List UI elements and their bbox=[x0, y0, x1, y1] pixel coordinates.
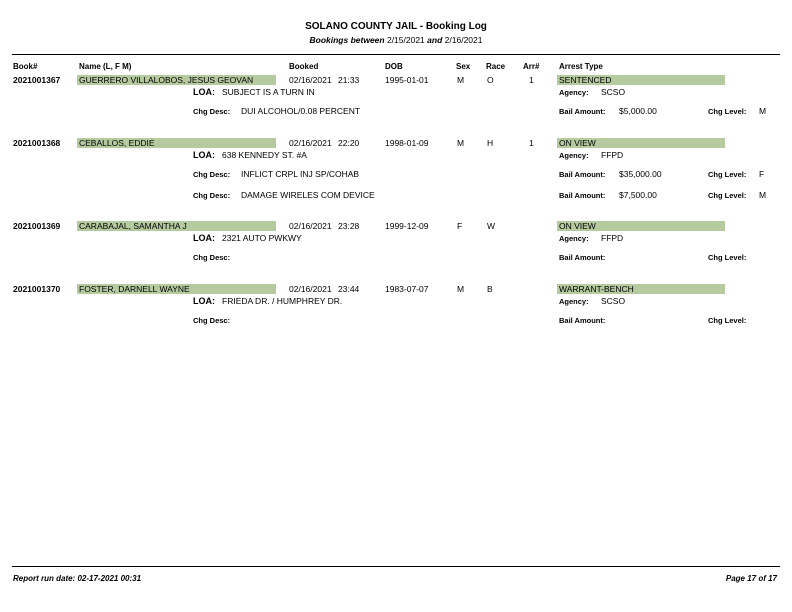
arrest-type: ON VIEW bbox=[557, 138, 725, 148]
booked-time: 23:44 bbox=[338, 284, 360, 294]
chg-level-value: M bbox=[759, 106, 767, 116]
chg-desc-label: Chg Desc: bbox=[193, 170, 231, 179]
report-title: SOLANO COUNTY JAIL - Booking Log bbox=[305, 21, 487, 32]
column-header-name: Name (L, F M) bbox=[79, 62, 132, 71]
chg-level-label: Chg Level: bbox=[708, 253, 747, 262]
dob: 1995-01-01 bbox=[385, 75, 429, 85]
offender-name: GUERRERO VILLALOBOS, JESUS GEOVAN bbox=[77, 75, 276, 85]
column-header-arrest-type: Arrest Type bbox=[559, 62, 603, 71]
bail-amount-label: Bail Amount: bbox=[559, 253, 606, 262]
booked-date: 02/16/2021 bbox=[289, 284, 332, 294]
loa-label: LOA: bbox=[193, 296, 215, 306]
header-top-rule bbox=[12, 54, 780, 55]
chg-desc-label: Chg Desc: bbox=[193, 253, 231, 262]
chg-level-label: Chg Level: bbox=[708, 170, 747, 179]
bail-amount-label: Bail Amount: bbox=[559, 191, 606, 200]
arrest-number: 1 bbox=[529, 138, 534, 148]
agency-value: SCSO bbox=[601, 87, 626, 97]
chg-desc-label: Chg Desc: bbox=[193, 107, 231, 116]
arrest-type: ON VIEW bbox=[557, 221, 725, 231]
column-header-race: Race bbox=[486, 62, 506, 71]
column-header-dob: DOB bbox=[385, 62, 403, 71]
booked-date: 02/16/2021 bbox=[289, 138, 332, 148]
bail-amount-value: $35,000.00 bbox=[619, 169, 662, 179]
agency-label: Agency: bbox=[559, 88, 589, 97]
report-run-date: Report run date: 02-17-2021 00:31 bbox=[13, 574, 142, 583]
dob: 1999-12-09 bbox=[385, 221, 429, 231]
date-to: 2/16/2021 bbox=[444, 35, 483, 45]
chg-level-label: Chg Level: bbox=[708, 316, 747, 325]
bail-amount-value: $5,000.00 bbox=[619, 106, 657, 116]
report-subtitle bbox=[0, 35, 792, 45]
subtitle-and: and bbox=[427, 35, 443, 45]
chg-desc-value: DAMAGE WIRELES COM DEVICE bbox=[241, 190, 375, 200]
chg-level-value: F bbox=[759, 169, 765, 179]
offender-name: CARABAJAL, SAMANTHA J bbox=[77, 221, 276, 231]
chg-level-value: M bbox=[759, 190, 767, 200]
chg-desc-label: Chg Desc: bbox=[193, 191, 231, 200]
booked-time: 22:20 bbox=[338, 138, 360, 148]
loa-label: LOA: bbox=[193, 87, 215, 97]
booked-date: 02/16/2021 bbox=[289, 221, 332, 231]
chg-desc-label: Chg Desc: bbox=[193, 316, 231, 325]
dob: 1998-01-09 bbox=[385, 138, 429, 148]
agency-label: Agency: bbox=[559, 151, 589, 160]
sex: M bbox=[457, 75, 465, 85]
sex: M bbox=[457, 138, 465, 148]
subtitle-prefix: Bookings between bbox=[309, 35, 385, 45]
loa-label: LOA: bbox=[193, 233, 215, 243]
agency-label: Agency: bbox=[559, 297, 589, 306]
date-from: 2/15/2021 bbox=[386, 35, 425, 45]
book-number: 2021001369 bbox=[13, 221, 61, 231]
sex: F bbox=[457, 221, 463, 231]
agency-value: FFPD bbox=[601, 233, 624, 243]
column-header-arr: Arr# bbox=[523, 62, 540, 71]
agency-value: FFPD bbox=[601, 150, 624, 160]
race: B bbox=[487, 284, 493, 294]
agency-label: Agency: bbox=[559, 234, 589, 243]
loa-value: SUBJECT IS A TURN IN bbox=[222, 87, 315, 97]
chg-level-label: Chg Level: bbox=[708, 107, 747, 116]
arrest-number: 1 bbox=[529, 75, 534, 85]
page-number: Page 17 of 17 bbox=[725, 574, 777, 583]
booked-time: 23:28 bbox=[338, 221, 360, 231]
booked-date: 02/16/2021 bbox=[289, 75, 332, 85]
bail-amount-label: Bail Amount: bbox=[559, 316, 606, 325]
race: W bbox=[487, 221, 496, 231]
booked-time: 21:33 bbox=[338, 75, 360, 85]
column-header-book: Book# bbox=[13, 62, 38, 71]
footer-rule bbox=[12, 566, 780, 567]
dob: 1983-07-07 bbox=[385, 284, 429, 294]
loa-label: LOA: bbox=[193, 150, 215, 160]
offender-name: CEBALLOS, EDDIE bbox=[77, 138, 276, 148]
sex: M bbox=[457, 284, 465, 294]
loa-value: FRIEDA DR. / HUMPHREY DR. bbox=[222, 296, 343, 306]
book-number: 2021001368 bbox=[13, 138, 61, 148]
loa-value: 638 KENNEDY ST. #A bbox=[222, 150, 307, 160]
column-header-booked: Booked bbox=[289, 62, 319, 71]
loa-value: 2321 AUTO PWKWY bbox=[222, 233, 302, 243]
arrest-type: SENTENCED bbox=[557, 75, 725, 85]
chg-desc-value: INFLICT CRPL INJ SP/COHAB bbox=[241, 169, 360, 179]
bail-amount-label: Bail Amount: bbox=[559, 170, 606, 179]
book-number: 2021001367 bbox=[13, 75, 61, 85]
chg-level-label: Chg Level: bbox=[708, 191, 747, 200]
bail-amount-label: Bail Amount: bbox=[559, 107, 606, 116]
book-number: 2021001370 bbox=[13, 284, 61, 294]
column-header-sex: Sex bbox=[456, 62, 471, 71]
offender-name: FOSTER, DARNELL WAYNE bbox=[77, 284, 276, 294]
race: O bbox=[487, 75, 494, 85]
agency-value: SCSO bbox=[601, 296, 626, 306]
race: H bbox=[487, 138, 494, 148]
arrest-type: WARRANT-BENCH bbox=[557, 284, 725, 294]
bail-amount-value: $7,500.00 bbox=[619, 190, 657, 200]
chg-desc-value: DUI ALCOHOL/0.08 PERCENT bbox=[241, 106, 361, 116]
